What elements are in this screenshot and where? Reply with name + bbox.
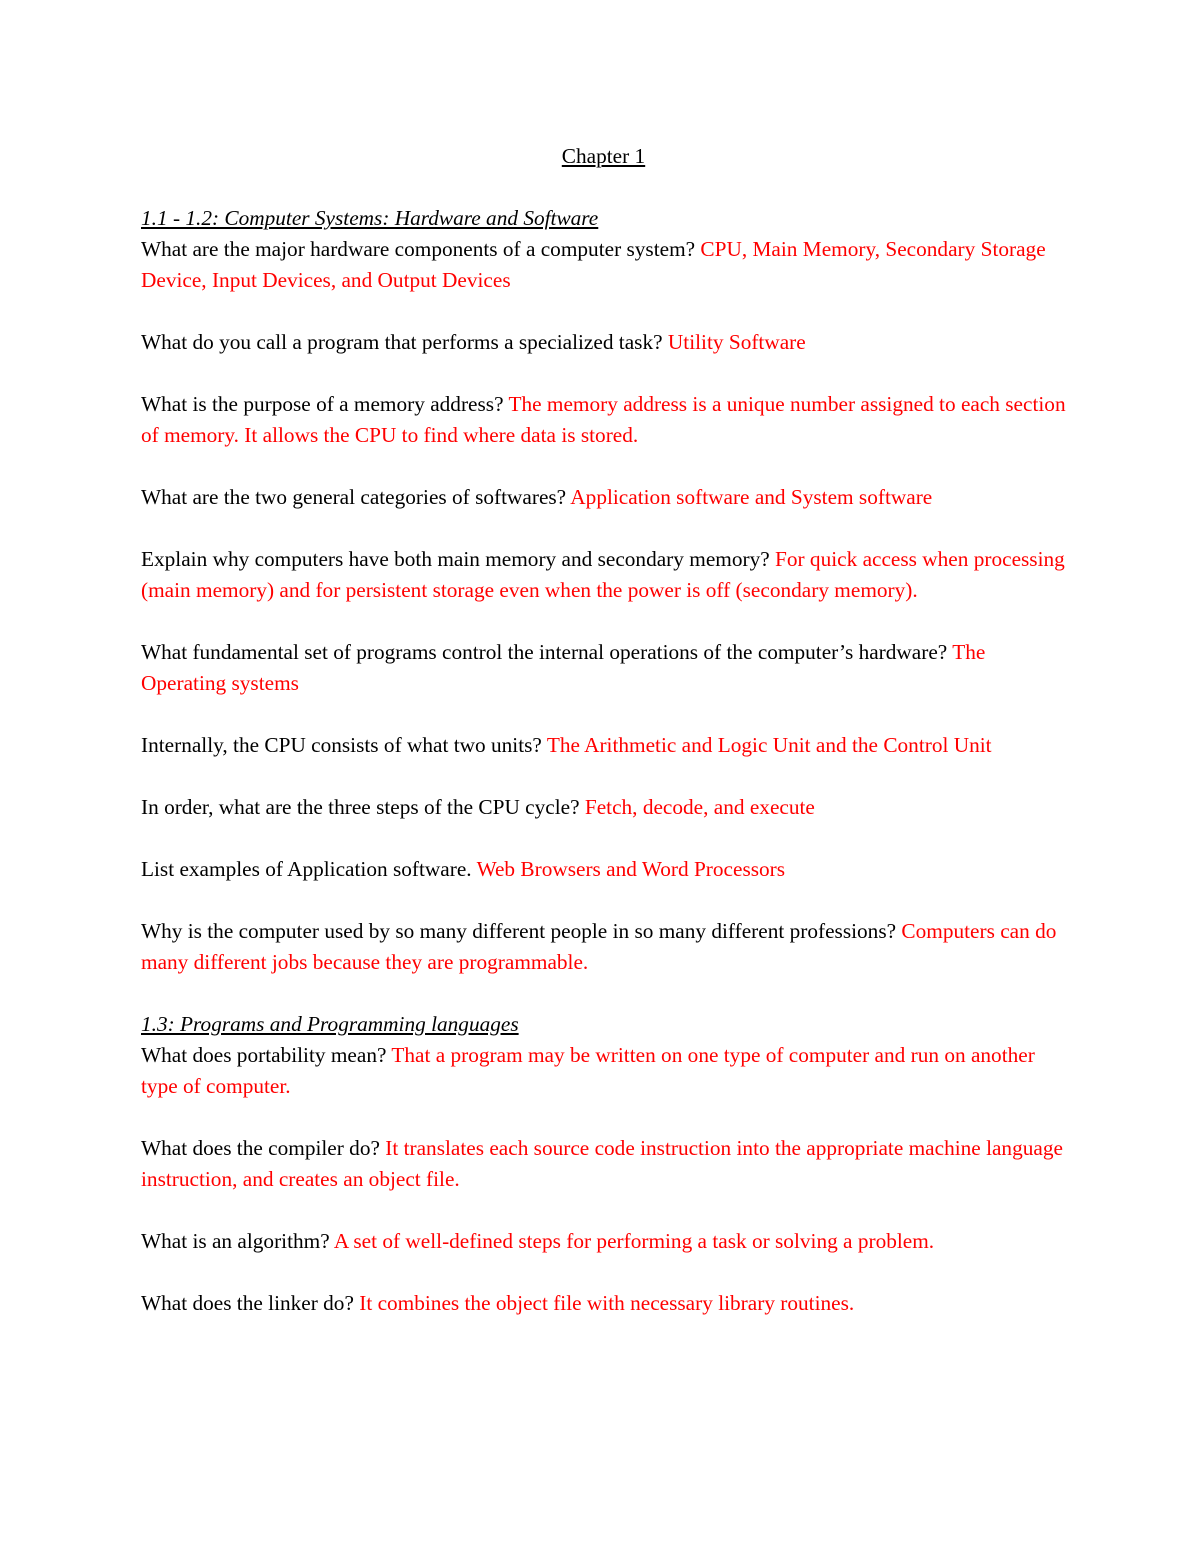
spacer bbox=[141, 823, 1066, 854]
qa-item bbox=[141, 1288, 1066, 1319]
section-heading: 1.1 - 1.2: Computer Systems: Hardware and Software bbox=[141, 206, 599, 230]
qa-item bbox=[141, 916, 1066, 978]
chapter-title: Chapter 1 bbox=[561, 144, 646, 168]
spacer bbox=[141, 1102, 1066, 1133]
question-text: What are the major hardware components of a computer system? bbox=[141, 237, 696, 261]
qa-item bbox=[141, 482, 1066, 513]
answer-text: It translates each source code instruction into the appropriate machine language instruction, and creates an object file. bbox=[141, 1136, 1063, 1191]
question-text: Why is the computer used by so many different people in so many different professions? bbox=[141, 919, 897, 943]
qa-item bbox=[141, 1040, 1066, 1102]
spacer bbox=[141, 513, 1066, 544]
document-page bbox=[141, 141, 1066, 1319]
answer-text: The memory address is a unique number assigned to each section of memory. It allows the CPU to find where data is stored. bbox=[141, 392, 1066, 447]
answer-text: Fetch, decode, and execute bbox=[584, 795, 815, 819]
qa-item bbox=[141, 1226, 1066, 1257]
spacer bbox=[141, 1195, 1066, 1226]
answer-text: Utility Software bbox=[667, 330, 806, 354]
question-text: What is an algorithm? bbox=[141, 1229, 330, 1253]
answer-text: For quick access when processing (main memory) and for persistent storage even when the power is off (secondary memory). bbox=[141, 547, 1065, 602]
spacer bbox=[141, 606, 1066, 637]
question-text: What are the two general categories of softwares? bbox=[141, 485, 567, 509]
qa-item bbox=[141, 637, 1066, 699]
question-text: List examples of Application software. bbox=[141, 857, 472, 881]
question-text: In order, what are the three steps of the CPU cycle? bbox=[141, 795, 580, 819]
spacer bbox=[141, 699, 1066, 730]
spacer bbox=[141, 172, 1066, 203]
spacer bbox=[141, 978, 1066, 1009]
spacer bbox=[141, 451, 1066, 482]
question-text: What is the purpose of a memory address? bbox=[141, 392, 504, 416]
qa-item bbox=[141, 854, 1066, 885]
spacer bbox=[141, 761, 1066, 792]
question-text: What do you call a program that performs a specialized task? bbox=[141, 330, 663, 354]
spacer bbox=[141, 885, 1066, 916]
answer-text: The Operating systems bbox=[141, 640, 986, 695]
answer-text: CPU, Main Memory, Secondary Storage Device, Input Devices, and Output Devices bbox=[141, 237, 1046, 292]
answer-text: It combines the object file with necessary library routines. bbox=[359, 1291, 855, 1315]
qa-item bbox=[141, 327, 1066, 358]
answer-text: The Arithmetic and Logic Unit and the Control Unit bbox=[546, 733, 992, 757]
answer-text: Web Browsers and Word Processors bbox=[476, 857, 786, 881]
question-text: What fundamental set of programs control the internal operations of the computer’s hardware? bbox=[141, 640, 948, 664]
question-text: What does the compiler do? bbox=[141, 1136, 380, 1160]
spacer bbox=[141, 358, 1066, 389]
question-text: What does portability mean? bbox=[141, 1043, 387, 1067]
qa-item bbox=[141, 234, 1066, 296]
answer-text: That a program may be written on one type of computer and run on another type of computer. bbox=[141, 1043, 1035, 1098]
qa-item bbox=[141, 1133, 1066, 1195]
spacer bbox=[141, 1257, 1066, 1288]
question-text: Explain why computers have both main memory and secondary memory? bbox=[141, 547, 770, 571]
spacer bbox=[141, 296, 1066, 327]
qa-item bbox=[141, 389, 1066, 451]
answer-text: Computers can do many different jobs because they are programmable. bbox=[141, 919, 1057, 974]
section-heading: 1.3: Programs and Programming languages bbox=[141, 1012, 519, 1036]
qa-item bbox=[141, 730, 1066, 761]
sections-container bbox=[141, 203, 1066, 1319]
question-text: Internally, the CPU consists of what two units? bbox=[141, 733, 542, 757]
qa-item bbox=[141, 792, 1066, 823]
qa-item bbox=[141, 544, 1066, 606]
answer-text: Application software and System software bbox=[570, 485, 933, 509]
answer-text: A set of well-defined steps for performing a task or solving a problem. bbox=[333, 1229, 935, 1253]
question-text: What does the linker do? bbox=[141, 1291, 354, 1315]
